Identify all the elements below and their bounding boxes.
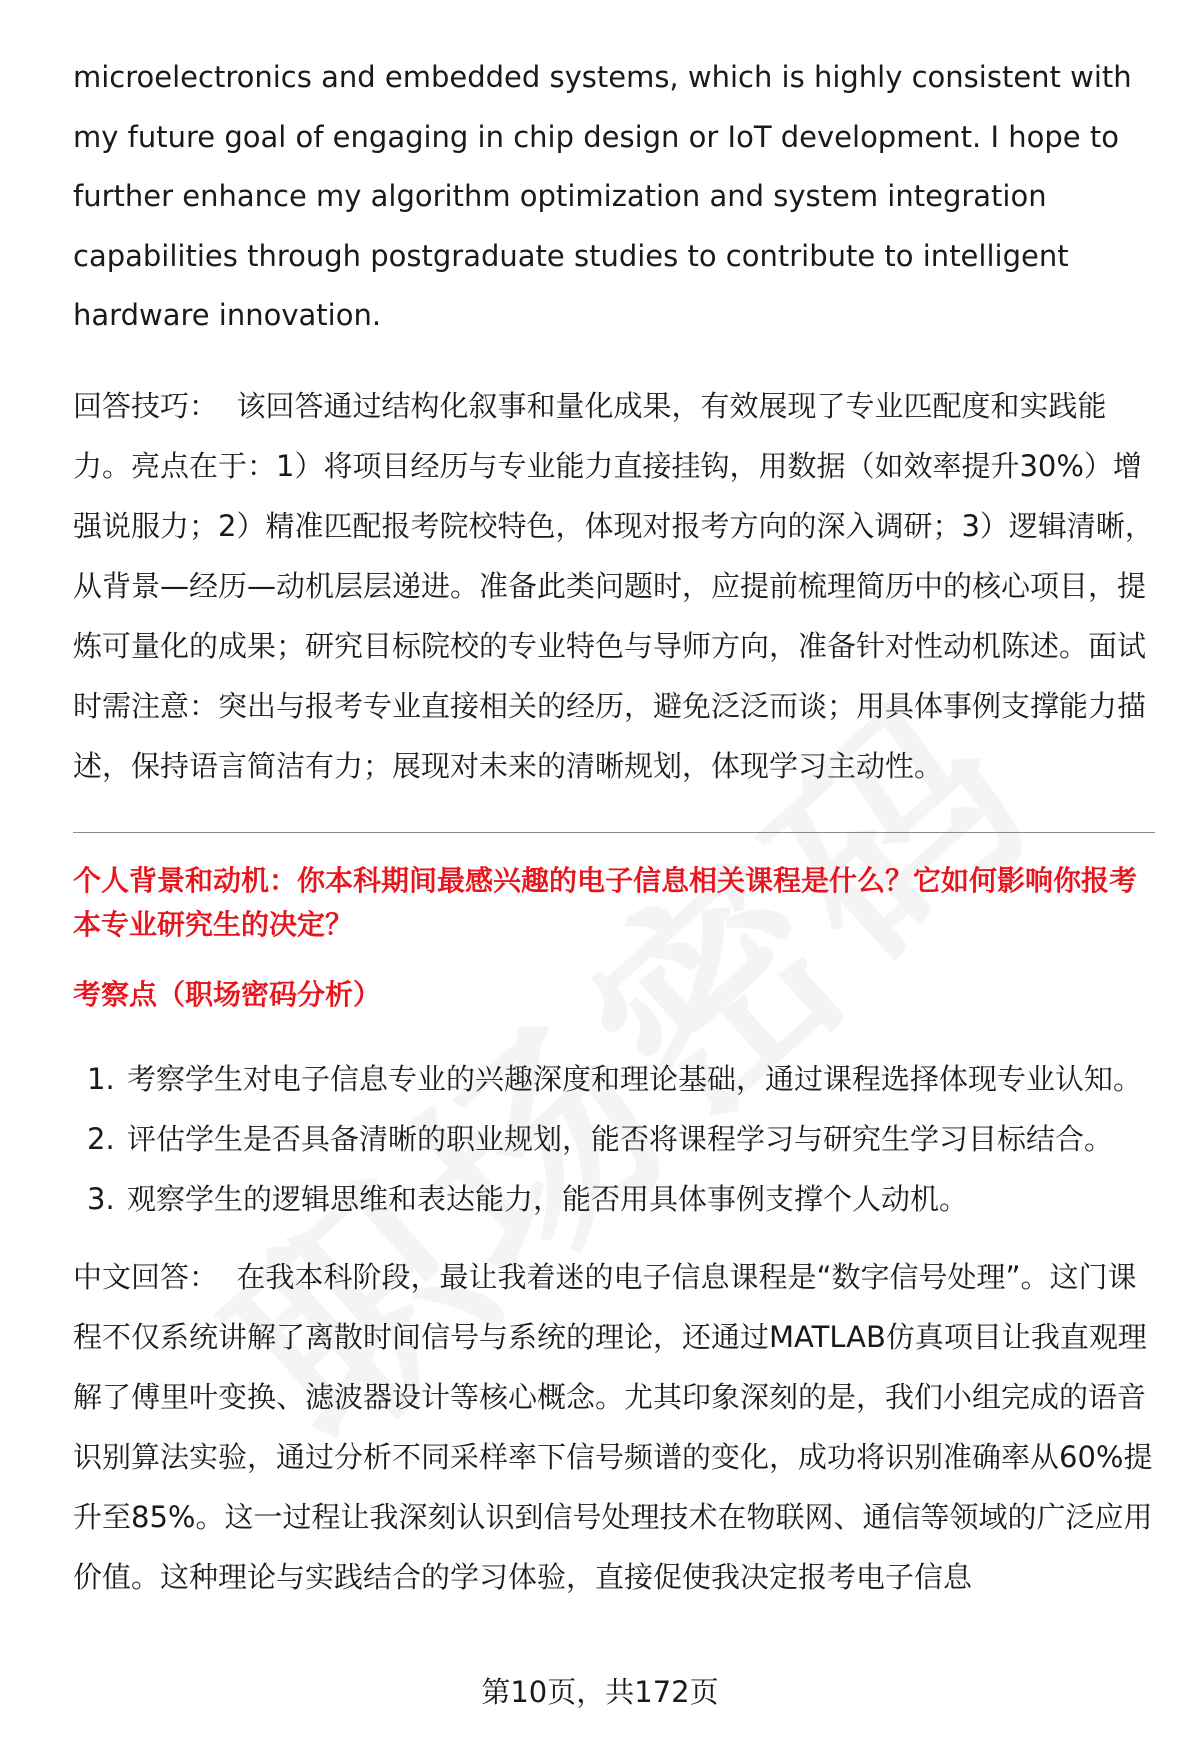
chinese-answer-paragraph	[73, 1247, 1155, 1607]
chinese-answer-text: 在我本科阶段，最让我着迷的电子信息课程是“数字信号处理”。这门课程不仅系统讲解了离散时间信号与系统的理论，还通过MATLAB仿真项目让我直观理解了傅里叶变换、滤波器设计等核心概念。尤其印象深刻的是，我们小组完成的语音识别算法实验，通过分析不同采样率下信号频谱的变化，成功将识别准确率从60%提升至85%。这一过程让我深刻认识到信号处理技术在物联网、通信等领域的广泛应用价值。这种理论与实践结合的学习体验，直接促使我决定报考电子信息	[73, 1259, 1153, 1594]
list-item	[73, 1169, 1155, 1229]
list-item-number: 1.	[87, 1061, 115, 1096]
list-item	[73, 1109, 1155, 1169]
document-page	[73, 48, 1155, 1607]
continuation-paragraph: microelectronics and embedded systems, which is highly consistent with my future goal of engaging in chip design or IoT development. I hope to further enhance my algorithm optimization and system integration capabilities through postgraduate studies to contribute to intelligent hardware innovation.	[73, 60, 1132, 332]
question-heading: 个人背景和动机：你本科期间最感兴趣的电子信息相关课程是什么？它如何影响你报考本专业研究生的决定？	[73, 863, 1138, 941]
list-item-text: 考察学生对电子信息专业的兴趣深度和理论基础，通过课程选择体现专业认知。	[127, 1061, 1143, 1096]
list-item-text: 评估学生是否具备清晰的职业规划，能否将课程学习与研究生学习目标结合。	[127, 1121, 1114, 1156]
page-number-footer: 第10页，共172页	[481, 1675, 719, 1709]
answer-tips-label: 回答技巧：	[73, 388, 219, 423]
list-item-number: 3.	[87, 1181, 115, 1216]
answer-tips-paragraph	[73, 376, 1155, 796]
answer-tips-text: 该回答通过结构化叙事和量化成果，有效展现了专业匹配度和实践能力。亮点在于：1）将项目经历与专业能力直接挂钩，用数据（如效率提升30%）增强说服力；2）精准匹配报考院校特色，体现对报考方向的深入调研；3）逻辑清晰，从背景—经历—动机层层递进。准备此类问题时，应提前梳理简历中的核心项目，提炼可量化的成果；研究目标院校的专业特色与导师方向，准备针对性动机陈述。面试时需注意：突出与报考专业直接相关的经历，避免泛泛而谈；用具体事例支撑能力描述，保持语言简洁有力；展现对未来的清晰规划，体现学习主动性。	[73, 388, 1154, 783]
list-item	[73, 1049, 1155, 1109]
section-divider	[73, 832, 1155, 833]
chinese-answer-label: 中文回答：	[73, 1259, 219, 1294]
list-item-text: 观察学生的逻辑思维和表达能力，能否用具体事例支撑个人动机。	[127, 1181, 969, 1216]
exam-points-list	[73, 1049, 1155, 1229]
list-item-number: 2.	[87, 1121, 115, 1156]
exam-points-heading: 考察点（职场密码分析）	[73, 977, 382, 1011]
